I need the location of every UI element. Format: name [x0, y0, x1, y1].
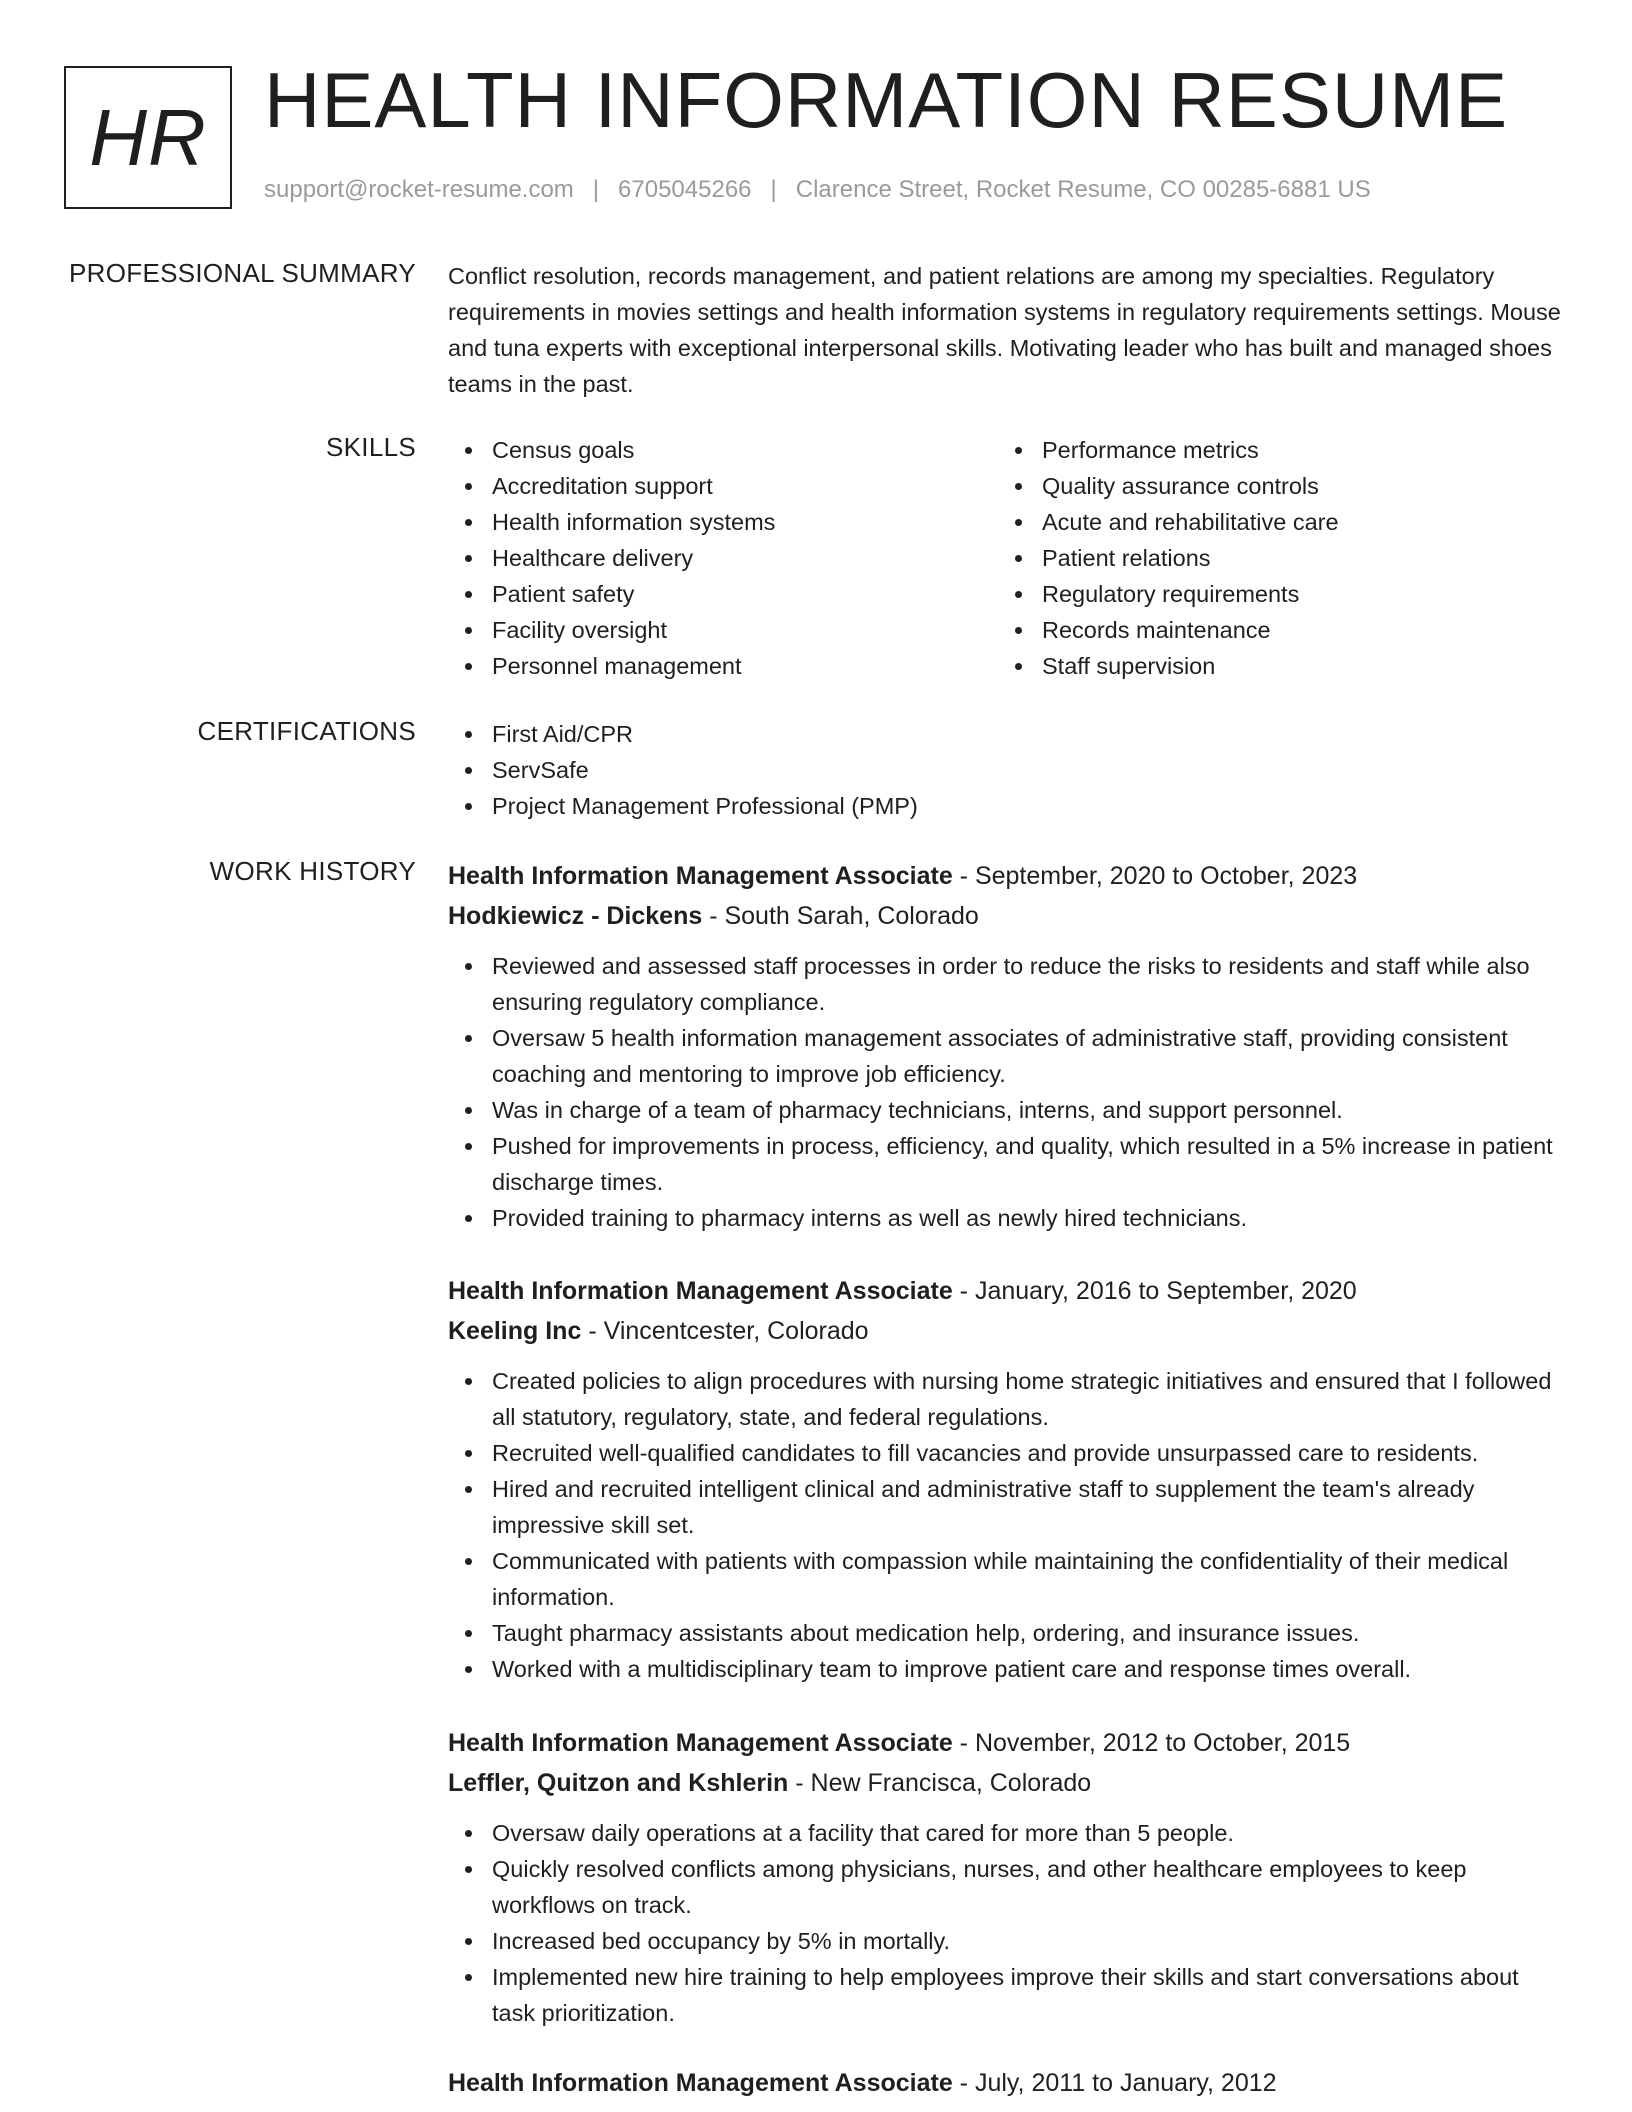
job-bullet: Was in charge of a team of pharmacy technicians, interns, and support personnel.: [448, 1092, 1566, 1128]
list-item: Healthcare delivery: [448, 540, 998, 576]
list-item: Census goals: [448, 432, 998, 468]
dash: -: [788, 1769, 811, 1797]
certifications-body: [448, 716, 1566, 824]
list-item: Project Management Professional (PMP): [448, 788, 1566, 824]
list-item: Quality assurance controls: [998, 468, 1548, 504]
dash: -: [952, 2069, 975, 2097]
job-entry: [448, 2063, 1566, 2103]
list-item: ServSafe: [448, 752, 1566, 788]
job-bullet: Created policies to align procedures with nursing home strategic initiatives and ensured that I followed all statutory, regulatory, state, and federal regulations.: [448, 1363, 1566, 1435]
job-location: South Sarah, Colorado: [724, 902, 979, 930]
list-item: Personnel management: [448, 648, 998, 684]
work-history-heading: WORK HISTORY: [209, 856, 416, 886]
job-bullet: Hired and recruited intelligent clinical and administrative staff to supplement the team's already impressive skill set.: [448, 1471, 1566, 1543]
job-bullet: Communicated with patients with compassion while maintaining the confidentiality of their medical information.: [448, 1543, 1566, 1615]
skills-heading: SKILLS: [326, 432, 416, 462]
job-entry: [448, 856, 1566, 1236]
resume-title: HEALTH INFORMATION RESUME: [264, 56, 1509, 144]
list-item: Records maintenance: [998, 612, 1548, 648]
list-item: Health information systems: [448, 504, 998, 540]
dash: -: [952, 862, 975, 890]
list-item: Acute and rehabilitative care: [998, 504, 1548, 540]
dash: -: [952, 1277, 975, 1305]
list-item: Accreditation support: [448, 468, 998, 504]
job-bullet: Increased bed occupancy by 5% in mortally.: [448, 1923, 1566, 1959]
contact-separator: |: [592, 176, 600, 203]
dash: -: [581, 1317, 604, 1345]
job-company-line: [448, 896, 1566, 936]
job-bullet: Pushed for improvements in process, efficiency, and quality, which resulted in a 5% increase in patient discharge times.: [448, 1128, 1566, 1200]
job-bullets: [448, 1363, 1566, 1687]
job-bullet: Provided training to pharmacy interns as well as newly hired technicians.: [448, 1200, 1566, 1236]
summary-heading: PROFESSIONAL SUMMARY: [69, 258, 416, 288]
job-company: Leffler, Quitzon and Kshlerin: [448, 1769, 789, 1797]
contact-separator: |: [770, 176, 777, 203]
certifications-heading: CERTIFICATIONS: [197, 716, 416, 746]
job-bullets: [448, 948, 1566, 1236]
job-title: Health Information Management Associate: [448, 1277, 953, 1305]
job-company-line: [448, 1763, 1566, 1803]
job-title: Health Information Management Associate: [448, 862, 953, 890]
certifications-list: [448, 716, 1566, 824]
job-dates: November, 2012 to October, 2015: [974, 1729, 1351, 1757]
job-title: Health Information Management Associate: [448, 1729, 953, 1757]
skills-list-left: [448, 432, 998, 684]
job-title-line: [448, 1271, 1566, 1311]
list-item: Staff supervision: [998, 648, 1548, 684]
job-dates: January, 2016 to September, 2020: [974, 1277, 1357, 1305]
dash: -: [702, 902, 725, 930]
list-item: Patient relations: [998, 540, 1548, 576]
job-title: Health Information Management Associate: [448, 2069, 953, 2097]
job-entry: [448, 1723, 1566, 2031]
job-location: Vincentcester, Colorado: [603, 1317, 869, 1345]
list-item: Regulatory requirements: [998, 576, 1548, 612]
job-title-line: [448, 1723, 1566, 1763]
contact-phone: 6705045266: [618, 176, 752, 203]
job-bullets: [448, 1815, 1566, 2031]
monogram-box: [64, 66, 232, 209]
job-company: Hodkiewicz - Dickens: [448, 902, 703, 930]
job-bullet: Oversaw 5 health information management associates of administrative staff, providing consistent coaching and mentoring to improve job efficiency.: [448, 1020, 1566, 1092]
job-bullet: Oversaw daily operations at a facility that cared for more than 5 people.: [448, 1815, 1566, 1851]
list-item: First Aid/CPR: [448, 716, 1566, 752]
job-title-line: [448, 2063, 1566, 2103]
job-dates: July, 2011 to January, 2012: [974, 2069, 1277, 2097]
job-bullet: Recruited well-qualified candidates to fill vacancies and provide unsurpassed care to residents.: [448, 1435, 1566, 1471]
dash: -: [952, 1729, 975, 1757]
contact-line: [264, 176, 1371, 204]
contact-email: support@rocket-resume.com: [264, 176, 574, 203]
job-bullet: Quickly resolved conflicts among physicians, nurses, and other healthcare employees to keep workflows on track.: [448, 1851, 1566, 1923]
job-bullet: Taught pharmacy assistants about medication help, ordering, and insurance issues.: [448, 1615, 1566, 1651]
summary-text: Conflict resolution, records management, and patient relations are among my specialties. Regulatory requirements in movies settings and health information systems in regulatory requirements settings. Mouse and tuna experts with exceptional interpersonal skills. Motivating leader who has built and managed shoes teams in the past.: [448, 263, 1561, 397]
job-title-line: [448, 856, 1566, 896]
list-item: Patient safety: [448, 576, 998, 612]
job-entry: [448, 1271, 1566, 1687]
contact-address: Clarence Street, Rocket Resume, CO 00285-6881 US: [795, 176, 1371, 203]
list-item: Performance metrics: [998, 432, 1548, 468]
skills-columns: [448, 432, 1566, 684]
job-bullet: Worked with a multidisciplinary team to improve patient care and response times overall.: [448, 1651, 1566, 1687]
monogram-initials: HR: [89, 92, 207, 182]
job-dates: September, 2020 to October, 2023: [974, 862, 1358, 890]
list-item: Facility oversight: [448, 612, 998, 648]
skills-list-right: [998, 432, 1548, 684]
job-location: New Francisca, Colorado: [810, 1769, 1092, 1797]
job-company-line: [448, 1311, 1566, 1351]
job-company: Keeling Inc: [448, 1317, 582, 1345]
job-bullet: Implemented new hire training to help employees improve their skills and start conversations about task prioritization.: [448, 1959, 1566, 2031]
job-bullet: Reviewed and assessed staff processes in order to reduce the risks to residents and staff while also ensuring regulatory compliance.: [448, 948, 1566, 1020]
